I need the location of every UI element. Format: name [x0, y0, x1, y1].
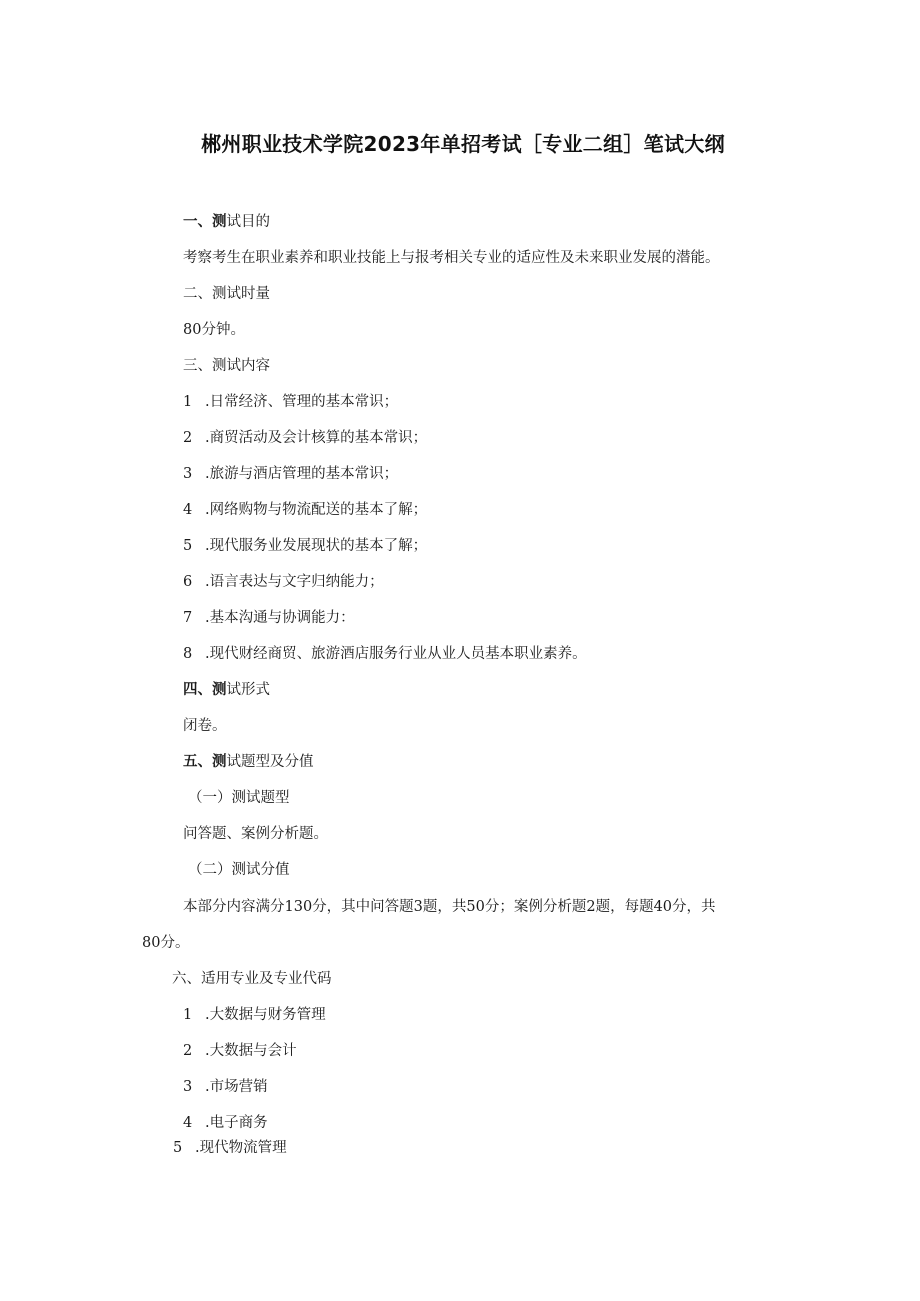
list-item — [183, 1111, 268, 1132]
list-item — [183, 1039, 297, 1060]
section4-body: 闭卷。 — [183, 718, 227, 734]
section5-heading-rest: 试题型及分值 — [226, 754, 314, 770]
list-item-text: .日常经济、管理的基本常识； — [205, 394, 399, 410]
subsection1-heading: （一）测试题型 — [188, 790, 290, 806]
section2-heading: 二、测试时量 — [183, 286, 270, 302]
section4-heading — [183, 678, 270, 699]
section5-heading-lead: 五、测 — [183, 753, 227, 770]
section2-body: 80分钟。 — [183, 322, 245, 338]
list-item — [183, 534, 427, 555]
document-title: 郴州职业技术学院2023年单招考试［专业二组］笔试大纲 — [201, 132, 725, 156]
subsection2-heading: （二）测试分值 — [188, 862, 290, 878]
subsection2-body-line2: 80分。 — [142, 935, 190, 951]
section1-heading-rest: 试目的 — [226, 214, 270, 230]
section6-heading: 六、适用专业及专业代码 — [172, 971, 332, 987]
list-item-text: .电子商务 — [205, 1115, 268, 1131]
section1-body: 考察考生在职业素养和职业技能上与报考相关专业的适应性及未来职业发展的潜能。 — [183, 250, 720, 266]
list-item-text: .市场营销 — [205, 1079, 268, 1095]
list-item-number: 5 — [183, 538, 193, 554]
list-item-number: 3 — [183, 466, 193, 482]
list-item — [183, 606, 355, 627]
list-item-text: .旅游与酒店管理的基本常识； — [205, 466, 399, 482]
list-item — [183, 1075, 268, 1096]
list-item-text: .大数据与会计 — [205, 1043, 297, 1059]
list-item-text: .现代物流管理 — [195, 1140, 287, 1156]
section4-heading-rest: 试形式 — [226, 682, 270, 698]
list-item — [173, 1136, 287, 1157]
list-item-number: 2 — [183, 1043, 193, 1059]
section1-heading — [183, 210, 270, 231]
section5-heading — [183, 750, 314, 771]
list-item — [183, 642, 587, 663]
section1-heading-lead: 一、测 — [183, 213, 227, 230]
list-item-number: 5 — [173, 1140, 183, 1156]
section4-heading-lead: 四、测 — [183, 681, 227, 698]
list-item-text: .大数据与财务管理 — [205, 1007, 326, 1023]
list-item — [183, 462, 398, 483]
list-item-number: 4 — [183, 1115, 193, 1131]
list-item-number: 8 — [183, 646, 193, 662]
list-item-text: .现代服务业发展现状的基本了解； — [205, 538, 428, 554]
section3-heading: 三、测试内容 — [183, 358, 270, 374]
list-item — [183, 390, 398, 411]
list-item-text: .现代财经商贸、旅游酒店服务行业从业人员基本职业素养。 — [205, 646, 587, 662]
list-item-number: 3 — [183, 1079, 193, 1095]
list-item — [183, 426, 427, 447]
list-item-text: .网络购物与物流配送的基本了解； — [205, 502, 428, 518]
list-item-number: 2 — [183, 430, 193, 446]
list-item-number: 7 — [183, 610, 193, 626]
list-item-number: 1 — [183, 394, 193, 410]
list-item-number: 4 — [183, 502, 193, 518]
list-item — [183, 1003, 326, 1024]
list-item-text: .语言表达与文字归纳能力； — [205, 574, 384, 590]
list-item — [183, 498, 427, 519]
list-item-text: .商贸活动及会计核算的基本常识； — [205, 430, 428, 446]
subsection1-body: 问答题、案例分析题。 — [183, 826, 328, 842]
list-item-number: 1 — [183, 1007, 193, 1023]
subsection2-body-line1: 本部分内容满分130分，其中问答题3题，共50分；案例分析题2题，每题40分，共 — [183, 899, 716, 915]
list-item — [183, 570, 384, 591]
list-item-number: 6 — [183, 574, 193, 590]
list-item-text: .基本沟通与协调能力： — [205, 610, 355, 626]
